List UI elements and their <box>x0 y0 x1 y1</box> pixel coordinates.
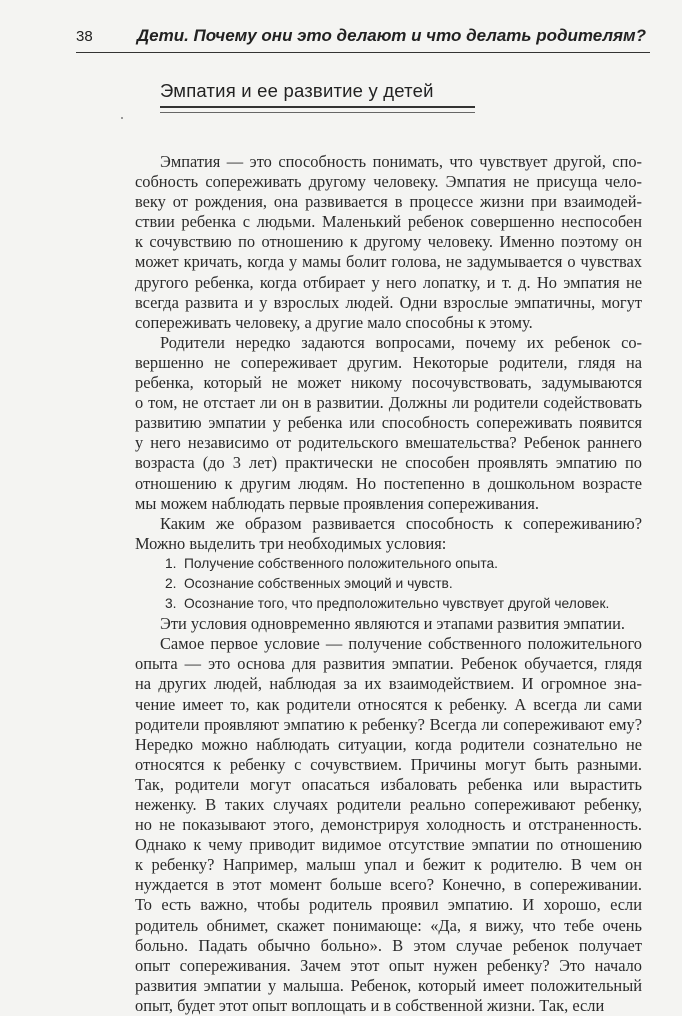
list-item-number: 1. <box>165 555 177 571</box>
text-line: ствии ребенка с людьми. Маленький ребенок совершенно неспособен <box>135 212 642 232</box>
text-line: мы можем наблюдать первые проявления сопереживания. <box>135 493 539 513</box>
section-title: Эмпатия и ее развитие у детей <box>160 80 434 101</box>
text-line: Эти условия одновременно являются и этапами развития эмпатии. <box>160 614 625 634</box>
body-text <box>135 152 642 1016</box>
text-line: сопереживать человеку, а другие мало способны к этому. <box>135 312 533 332</box>
paragraph-3 <box>135 514 642 554</box>
text-line: может кричать, когда у мамы болит голова, не задумывается о чувствах <box>135 252 642 272</box>
text-line: к сочувствию по отношению к другому человеку. Именно поэтому он <box>135 232 642 252</box>
text-line: Каким же образом развивается способность к сопереживанию? <box>160 513 642 533</box>
text-line: веку от рождения, она развивается в процессе жизни при взаимодей- <box>135 192 642 212</box>
text-line: неженку. В таких случаях родители реально сопереживают ребенку, <box>135 795 642 814</box>
text-line: чение имеет то, как родители относятся к ребенку. А всегда ли сами <box>135 694 642 714</box>
page-number: 38 <box>76 28 93 45</box>
text-line: нуждается в этот момент больше всего? Конечно, в сопереживании. <box>135 875 642 895</box>
paragraph-2 <box>135 333 642 514</box>
paragraph-1 <box>135 152 642 333</box>
text-line: развития эмпатии у малыша. Ребенок, который имеет положительный <box>135 975 642 995</box>
text-line: собность сопереживать другому человеку. Эмпатия не присуща чело- <box>135 172 642 192</box>
text-line: ребенка, который не может никому посочувствовать, задумываются <box>135 373 642 393</box>
text-line: Самое первое условие — получение собственного положительного <box>160 634 642 654</box>
running-title: Дети. Почему они это делают и что делать родителям? <box>136 26 646 45</box>
text-line: Нередко можно наблюдать ситуации, когда родители сознательно не <box>135 734 642 754</box>
text-line: Родители нередко задаются вопросами, почему их ребенок со- <box>160 332 642 352</box>
list-item-text: Осознание того, что предположительно чувствует другой человек. <box>184 596 610 612</box>
text-line: вершенно не сопереживает другим. Некоторые родители, глядя на <box>135 352 642 372</box>
text-line: другого ребенка, когда отбирает у него лопатку, и т. д. Но эмпатия не <box>135 272 642 292</box>
list-item <box>135 574 642 594</box>
text-line: Эмпатия — это способность понимать, что чувствует другой, спо- <box>160 152 642 171</box>
text-line: возраста (до 3 лет) практически не способен проявлять эмпатию по <box>135 453 642 473</box>
text-line: родитель обнимет, скажет понимающе: «Да, я вижу, что тебе очень <box>135 915 642 935</box>
page-header <box>76 22 650 53</box>
text-line: То есть важно, чтобы родитель проявил эмпатию. И хорошо, если <box>135 895 642 915</box>
text-line: Однако к чему приводит видимое отсутствие эмпатии по отношению <box>135 835 642 855</box>
text-line: к ребенку? Например, малыш упал и бежит к родителю. В чем он <box>135 855 642 875</box>
list-item-text: Получение собственного положительного опыта. <box>184 555 498 571</box>
scan-speck <box>121 117 123 119</box>
text-line: относятся к ребенку с сочувствием. Причины могут быть разными. <box>135 754 642 774</box>
text-line: на других людей, наблюдая за их взаимодействием. И огромное зна- <box>135 674 642 694</box>
conditions-list <box>135 554 642 614</box>
text-line: но не показывают этого, демонстрируя холодность и отстраненность. <box>135 815 642 835</box>
list-item-number: 2. <box>165 575 177 591</box>
paragraph-5 <box>135 634 642 1016</box>
text-line: о том, не отстает ли он в развитии. Должны ли родители содействовать <box>135 393 642 413</box>
section-heading <box>160 80 475 108</box>
list-item-text: Осознание собственных эмоций и чувств. <box>184 575 453 591</box>
text-line: отношению к другим людям. Но постепенно в дошкольном возрасте <box>135 473 642 493</box>
text-line: развитию эмпатии у ребенка или способность сопереживать появится <box>135 413 642 433</box>
text-line: больно. Падать обычно больно». В этом случае ребенок получает <box>135 935 642 955</box>
text-line: родители проявляют эмпатию к ребенку? Всегда ли сопереживают ему? <box>135 714 642 734</box>
list-item-number: 3. <box>165 596 177 612</box>
text-line: опыт сопереживания. Зачем этот опыт нужен ребенку? Это начало <box>135 955 642 975</box>
text-line: Так, родители могут опасаться избаловать ребенка или вырастить <box>135 774 642 794</box>
paragraph-4 <box>135 614 642 634</box>
list-item <box>135 594 642 614</box>
text-line: Можно выделить три необходимых условия: <box>135 533 447 553</box>
list-item <box>135 554 642 574</box>
text-line: опыт, будет этот опыт воплощать и в собственной жизни. Так, если <box>135 995 605 1015</box>
text-line: опыта — это основа для развития эмпатии. Ребенок обучается, глядя <box>135 654 642 674</box>
text-line: всегда развита и у взрослых людей. Одни взрослые эмпатичны, могут <box>135 292 642 312</box>
text-line: у него независимо от родительского вмешательства? Ребенок раннего <box>135 433 642 453</box>
